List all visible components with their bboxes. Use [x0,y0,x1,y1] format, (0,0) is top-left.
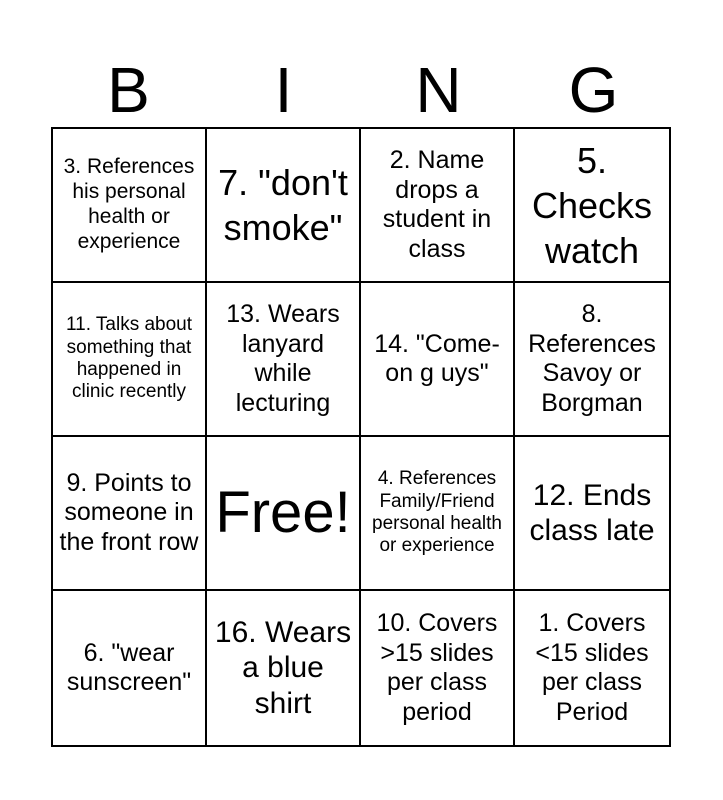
bingo-cell[interactable]: 6. "wear sunscreen" [53,591,207,745]
bingo-cell[interactable]: 9. Points to someone in the front row [53,437,207,591]
bingo-cell[interactable]: 4. References Family/Friend personal health or experience [361,437,515,591]
bingo-cell[interactable]: 2. Name drops a student in class [361,129,515,283]
bingo-header [51,52,671,128]
header-letter-i: I [274,54,293,126]
bingo-cell[interactable]: 13. Wears lanyard while lecturing [207,283,361,437]
header-letter-b: B [107,54,150,126]
bingo-cell[interactable]: 16. Wears a blue shirt [207,591,361,745]
bingo-cell[interactable]: 12. Ends class late [515,437,669,591]
bingo-cell[interactable]: 11. Talks about something that happened in clinic recently [53,283,207,437]
bingo-cell[interactable]: 10. Covers >15 slides per class period [361,591,515,745]
bingo-board [51,127,671,747]
bingo-cell[interactable]: 8. References Savoy or Borgman [515,283,669,437]
bingo-free-cell[interactable]: Free! [207,437,361,591]
bingo-cell[interactable]: 3. References his personal health or experience [53,129,207,283]
header-letter-n: N [415,54,462,126]
bingo-cell[interactable]: 1. Covers <15 slides per class Period [535,609,649,726]
bingo-cell[interactable]: 5. Checks watch [515,129,669,283]
bingo-cell[interactable]: 14. "Come-on g uys" [361,283,515,437]
header-letter-g: G [568,54,619,126]
bingo-cell[interactable]: 7. "don't smoke" [207,129,361,283]
